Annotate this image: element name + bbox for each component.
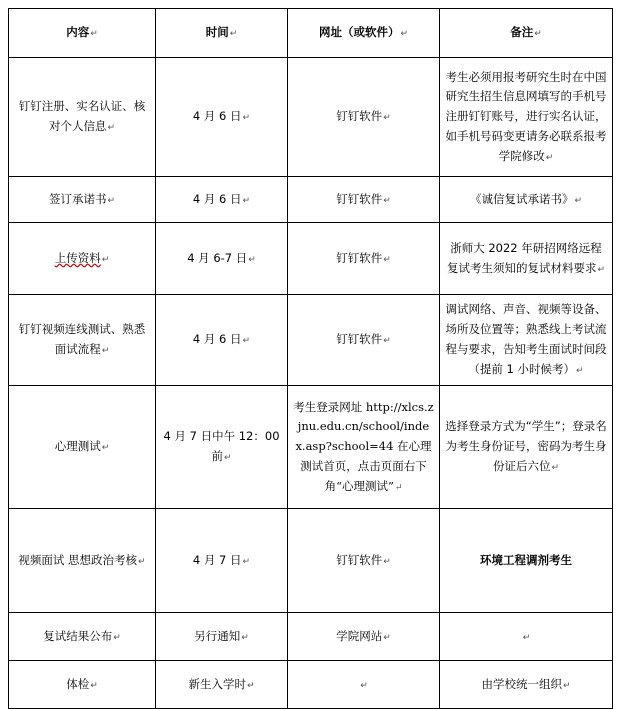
- cell-content: 视频面试 思想政治考核↵: [9, 509, 156, 613]
- cell-site: ↵: [288, 661, 440, 709]
- table-row: [9, 661, 613, 709]
- cell-time: 4 月 7 日中午 12：00 前↵: [156, 386, 288, 509]
- cell-note: 考生必须用报考研究生时在中国研究生招生信息网填写的手机号注册钉钉账号，进行实名认证，如手机号码变更请务必联系报考学院修改↵: [440, 58, 613, 177]
- table-row: [9, 177, 613, 223]
- cell-time: 4 月 6 日↵: [156, 177, 288, 223]
- cell-note: 《诚信复试承诺书》↵: [440, 177, 613, 223]
- cell-time: 另行通知↵: [156, 613, 288, 661]
- cell-site: 钉钉软件↵: [288, 223, 440, 295]
- cell-note: 调试网络、声音、视频等设备、场所及位置等；熟悉线上考试流程与要求，告知考生面试时间段（提前 1 小时候考）↵: [440, 295, 613, 386]
- cell-site: 钉钉软件↵: [288, 177, 440, 223]
- cell-content: 签订承诺书↵: [9, 177, 156, 223]
- table-row: [9, 295, 613, 386]
- cell-site: 钉钉软件↵: [288, 509, 440, 613]
- schedule-table: [8, 8, 613, 709]
- cell-content: 心理测试↵: [9, 386, 156, 509]
- header-row: [9, 9, 613, 58]
- cell-note: 环境工程调剂考生: [440, 509, 613, 613]
- header-note: 备注↵: [440, 9, 613, 58]
- cell-site: 学院网站↵: [288, 613, 440, 661]
- header-time: 时间↵: [156, 9, 288, 58]
- cell-time: 4 月 6-7 日↵: [156, 223, 288, 295]
- cell-time: 新生入学时↵: [156, 661, 288, 709]
- cell-site: 钉钉软件↵: [288, 295, 440, 386]
- cell-site: 钉钉软件↵: [288, 58, 440, 177]
- cell-content: 体检↵: [9, 661, 156, 709]
- table-row: [9, 613, 613, 661]
- header-site: 网址（或软件）↵: [288, 9, 440, 58]
- table-row: [9, 386, 613, 509]
- cell-content: 上传资料↵: [9, 223, 156, 295]
- table-row: [9, 509, 613, 613]
- cell-note: 浙师大 2022 年研招网络远程复试考生须知的复试材料要求↵: [440, 223, 613, 295]
- cell-note: 由学校统一组织↵: [440, 661, 613, 709]
- cell-time: 4 月 6 日↵: [156, 58, 288, 177]
- cell-content: 钉钉注册、实名认证、核对个人信息↵: [9, 58, 156, 177]
- cell-content: 复试结果公布↵: [9, 613, 156, 661]
- table-row: [9, 58, 613, 177]
- cell-time: 4 月 7 日↵: [156, 509, 288, 613]
- cell-note: 选择登录方式为“学生”；登录名为考生身份证号，密码为考生身份证后六位↵: [440, 386, 613, 509]
- cell-site: 考生登录网址 http://xlcs.zjnu.edu.cn/school/index.asp?school=44 在心理测试首页，点击页面右下角“心理测试”↵: [288, 386, 440, 509]
- header-content: 内容↵: [9, 9, 156, 58]
- table-row: [9, 223, 613, 295]
- cell-time: 4 月 6 日↵: [156, 295, 288, 386]
- cell-content: 钉钉视频连线测试、熟悉面试流程↵: [9, 295, 156, 386]
- cell-note: ↵: [440, 613, 613, 661]
